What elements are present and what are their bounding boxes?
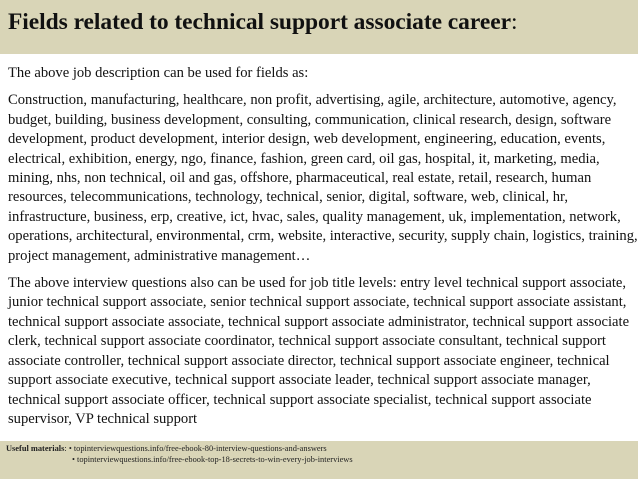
footer-link-1[interactable]: • topinterviewquestions.info/free-ebook-80-interview-questions-and-answers — [68, 444, 327, 453]
intro-paragraph: The above job description can be used for fields as: — [8, 65, 309, 81]
footer-label: Useful materials — [6, 444, 65, 453]
footer-row-1 — [6, 443, 638, 454]
page-title-colon: : — [510, 9, 518, 35]
fields-paragraph: Construction, manufacturing, healthcare, non profit, advertising, agile, architecture, automotive, agency, budget, building, business development, consulting, communication, clinical research, design, software development, product development, interior design, web development, engineering, education, events, electrical, exhibition, energy, ngo, finance, fashion, green card, oil gas, hospital, it, marketing, media, mining, nhs, non technical, oil and gas, offshore, pharmaceutical, real estate, retail, research, human resources, telecommunications, technology, technical, senior, digital, software, web, clinical, hr, infrastructure, business, erp, creative, ict, hvac, sales, quality management, uk, implementation, network, operations, architectural, environmental, crm, website, interactive, security, supply chain, logistics, training, project management, administrative management… — [8, 92, 638, 264]
body-content — [8, 64, 638, 429]
page-title-text: Fields related to technical support associate career — [8, 9, 511, 35]
page-title — [8, 9, 638, 36]
title-banner — [0, 0, 638, 54]
footer-row-2 — [6, 454, 638, 465]
footer-separator: : — [64, 444, 67, 453]
footer-link-2[interactable]: • topinterviewquestions.info/free-ebook-top-18-secrets-to-win-every-job-interviews — [72, 455, 353, 464]
job-titles-paragraph: The above interview questions also can be used for job title levels: entry level technical support associate, junior technical support associate, senior technical support associate, technical support associate assistant, technical support associate associate, technical support associate administrator, technical support associate clerk, technical support associate coordinator, technical support associate consultant, technical support associate controller, technical support associate director, technical support associate engineer, technical support associate executive, technical support associate leader, technical support associate manager, technical support associate officer, technical support associate specialist, technical support associate supervisor, VP technical support — [8, 275, 630, 427]
footer-banner — [0, 441, 638, 479]
